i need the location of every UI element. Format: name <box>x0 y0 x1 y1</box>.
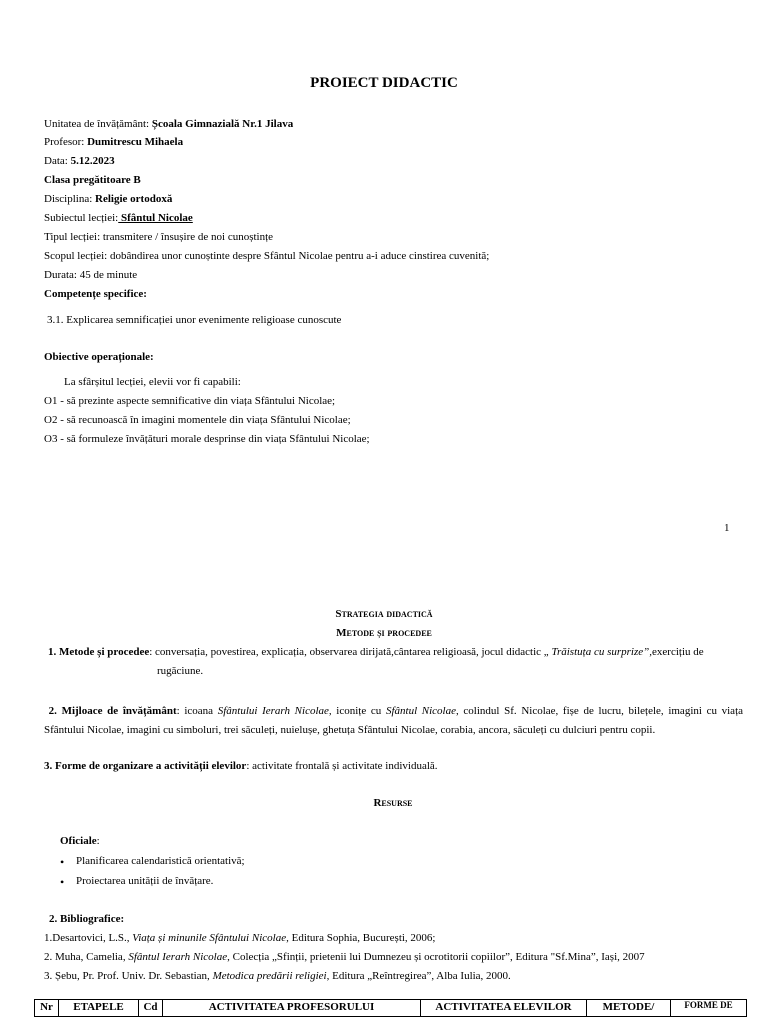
organization-item <box>44 760 438 773</box>
organization-label: 3. Forme de organizare a activității elevilor <box>44 760 247 772</box>
bib-publisher: , Colecția „Sfinții, prietenii lui Dumnezeu și ocrotitorii copiilor”, Editura "Sf.Mina”, Iași, 2007 <box>227 951 645 963</box>
info-value: 5.12.2023 <box>70 155 115 167</box>
official-list-item: • Planificarea calendaristică orientativă; <box>76 855 245 868</box>
info-value: Religie ortodoxă <box>95 193 173 205</box>
lesson-plan-table <box>34 999 747 1017</box>
means-text: iconițe cu <box>331 705 386 717</box>
means-text: : icoana <box>176 705 218 717</box>
info-line-discipline <box>44 193 172 206</box>
methods-text: : conversația, povestirea, explicația, observarea dirijată,cântarea religioasă, jocul didactic „ <box>149 646 552 658</box>
info-label: Profesor: <box>44 136 88 148</box>
info-line-duration: Durata: 45 de minute <box>44 269 138 281</box>
page-number: 1 <box>724 522 730 534</box>
official-heading <box>60 835 100 848</box>
info-line-teacher <box>44 136 183 149</box>
info-value: Clasa pregătitoare B <box>44 174 141 186</box>
column-header-student-activity: ACTIVITATEA ELEVILOR <box>421 1000 587 1017</box>
bib-title: Viața și minunile Sfântului Nicolae, <box>132 932 289 944</box>
methods-label: 1. Metode și procedee <box>48 646 150 658</box>
bibliography-item <box>44 970 511 983</box>
column-header-nr: Nr <box>35 1000 59 1017</box>
strategy-title: Strategia didactică <box>335 608 433 620</box>
means-label: 2. Mijloace de învățământ <box>48 705 177 717</box>
info-line-type: Tipul lecției: transmitere / însușire de noi cunoștințe <box>44 231 274 243</box>
objectives-heading: Obiective operaționale: <box>44 351 154 363</box>
means-item <box>44 702 743 740</box>
official-colon: : <box>96 835 100 847</box>
means-icon-name: Sfântului Ierarh Nicolae, <box>217 705 332 717</box>
means-text: , colindul Sf. Nicolae, fișe de lucru, bilețele, imagini cu viața Sfântului Nicolae, imagini cu simboluri, trei săculeți, nuielușe, ghetuța Sfântului Nicolae, corabia, ancora, săculeți cu dulciuri pentru copii. <box>44 705 744 736</box>
bib-author: 1.Desartovici, L.S., <box>44 932 133 944</box>
info-line-scope: Scopul lecției: dobândirea unor cunoștinte despre Sfântul Nicolae pentru a-i aduce cinstirea cuvenită; <box>44 250 490 262</box>
bibliography-item <box>44 932 436 945</box>
organization-text: : activitate frontală și activitate individuală. <box>246 760 438 772</box>
bib-author: 2. Muha, Camelia, <box>44 951 129 963</box>
objectives-intro: La sfârșitul lecției, elevii vor fi capabili: <box>64 376 241 388</box>
bib-author: 3. Șebu, Pr. Prof. Univ. Dr. Sebastian, <box>44 970 213 982</box>
methods-item <box>48 646 704 659</box>
competence-item: 3.1. Explicarea semnificației unor evenimente religioase cunoscute <box>47 314 342 326</box>
column-header-forms: FORME DE <box>671 1000 747 1017</box>
info-label: Disciplina: <box>44 193 96 205</box>
competence-heading: Competențe specifice: <box>44 288 147 300</box>
bib-title: Sfântul Ierarh Nicolae <box>128 951 228 963</box>
info-label: Data: <box>44 155 71 167</box>
methods-item-continued: rugăciune. <box>157 665 204 677</box>
methods-title: Metode și procedee <box>336 627 432 639</box>
table-header-row <box>35 1000 747 1017</box>
bib-title: Metodica predării religiei, <box>212 970 330 982</box>
objective-item: O1 - să prezinte aspecte semnificative din viața Sfântului Nicolae; <box>44 395 336 407</box>
info-value: Dumitrescu Mihaela <box>87 136 184 148</box>
page-title: PROIECT DIDACTIC <box>310 75 458 91</box>
official-label: Oficiale <box>60 835 97 847</box>
info-value: Sfântul Nicolae <box>118 212 193 224</box>
info-line-class <box>44 174 141 187</box>
means-saint-name: Sfântul Nicolae <box>385 705 456 717</box>
objective-item: O2 - să recunoască în imagini momentele din viața Sfântului Nicolae; <box>44 414 351 426</box>
info-label: Unitatea de învățământ: <box>44 118 152 130</box>
official-list-item: • Proiectarea unității de învățare. <box>76 875 213 888</box>
info-value: Școala Gimnazială Nr.1 Jilava <box>151 118 294 130</box>
column-header-methods: METODE/ <box>587 1000 671 1017</box>
column-header-cd: Cd <box>139 1000 163 1017</box>
bibliography-heading: 2. Bibliografice: <box>49 913 125 925</box>
info-line-subject <box>44 212 193 225</box>
methods-game-name: Trăistuța cu surprize”, <box>551 646 653 658</box>
info-label: Subiectul lecției: <box>44 212 119 224</box>
resources-title: Resurse <box>373 797 413 809</box>
bibliography-item <box>44 951 645 964</box>
column-header-stages: ETAPELE <box>59 1000 139 1017</box>
bib-publisher: Editura „Reîntregirea”, Alba Iulia, 2000. <box>329 970 511 982</box>
info-line-school <box>44 118 293 131</box>
methods-text-end: exercițiu de <box>652 646 704 658</box>
bib-publisher: Editura Sophia, București, 2006; <box>288 932 436 944</box>
column-header-teacher-activity: ACTIVITATEA PROFESORULUI <box>163 1000 421 1017</box>
info-line-date <box>44 155 115 168</box>
objective-item: O3 - să formuleze învățături morale desprinse din viața Sfântului Nicolae; <box>44 433 370 445</box>
